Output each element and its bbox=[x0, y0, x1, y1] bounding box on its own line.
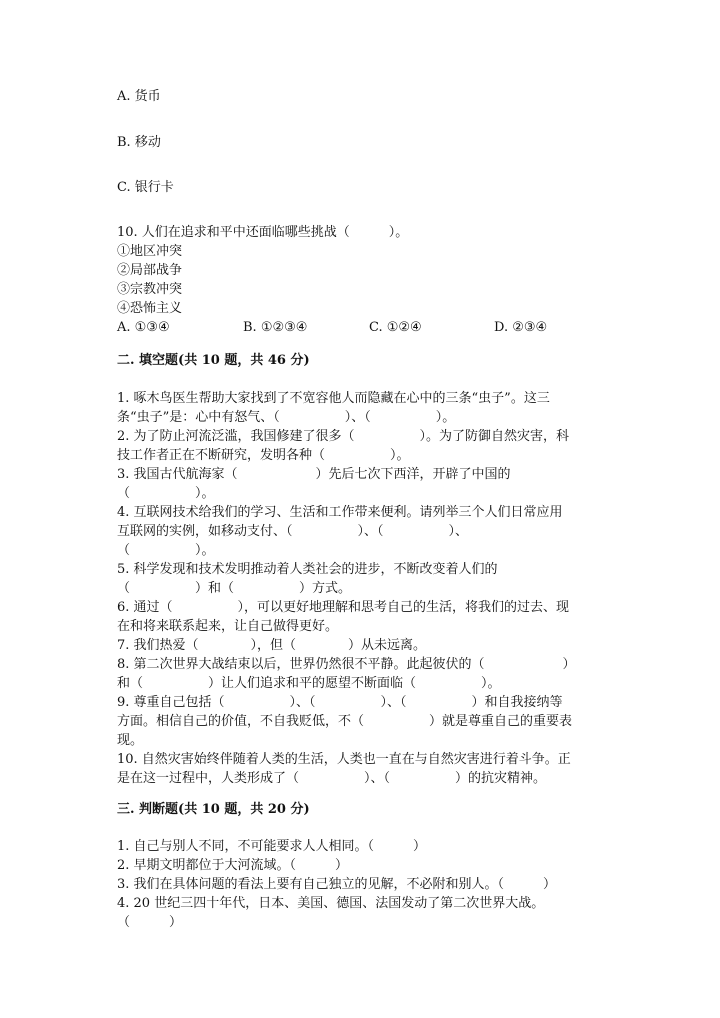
judge-line: 4. 20 世纪三四十年代，日本、美国、德国、法国发动了第二次世界大战。 bbox=[117, 896, 545, 911]
fill-line: 是在这一过程中，人类形成了（ ）、（ ）的抗灾精神。 bbox=[117, 771, 547, 786]
q10-options-row bbox=[117, 318, 597, 337]
fill-line: （ ）。 bbox=[117, 543, 215, 558]
fill-line: （ ）和（ ）方式。 bbox=[117, 581, 352, 596]
fill-line: 技工作者正在不断研究，发明各种（ ）。 bbox=[117, 448, 410, 463]
q10-option-a: A. ①③④ bbox=[117, 320, 170, 335]
fill-line: 5. 科学发现和技术发明推动着人类社会的进步，不断改变着人们的 bbox=[117, 562, 498, 577]
fill-line: 和（ ）让人们追求和平的愿望不断面临（ ）。 bbox=[117, 676, 501, 691]
option-a: A. 货币 bbox=[117, 89, 161, 104]
judge-line: （ ） bbox=[117, 915, 183, 930]
fill-line: 条“虫子”是：心中有怒气、（ ）、（ ）。 bbox=[117, 410, 456, 425]
q10-option-c: C. ①②④ bbox=[369, 320, 422, 335]
fill-line: 6. 通过（ ），可以更好地理解和思考自己的生活，将我们的过去、现 bbox=[117, 600, 570, 615]
q10-item: ①地区冲突 bbox=[117, 244, 183, 259]
fill-line: 2. 为了防止河流泛滥，我国修建了很多（ ）。为了防御自然灾害，科 bbox=[117, 429, 570, 444]
option-b: B. 移动 bbox=[117, 135, 161, 150]
option-c: C. 银行卡 bbox=[117, 180, 174, 195]
fill-line: （ ）。 bbox=[117, 486, 215, 501]
fill-line: 8. 第二次世界大战结束以后，世界仍然很不平静。此起彼伏的（ ） bbox=[117, 657, 576, 672]
fill-line: 方面。相信自己的价值，不自我贬低，不（ ）就是尊重自己的重要表 bbox=[117, 714, 573, 729]
judge-section-title: 三. 判断题(共 10 题，共 20 分) bbox=[117, 802, 310, 817]
q10-option-b: B. ①②③④ bbox=[243, 320, 308, 335]
fill-line: 在和将来联系起来，让自己做得更好。 bbox=[117, 619, 339, 634]
judge-line: 2. 早期文明都位于大河流域。（ ） bbox=[117, 858, 349, 873]
fill-line: 现。 bbox=[117, 733, 144, 748]
fill-line: 互联网的实例，如移动支付、（ ）、（ ）、 bbox=[117, 524, 469, 539]
q10-stem: 10. 人们在追求和平中还面临哪些挑战（ ）。 bbox=[117, 225, 409, 240]
fill-line: 9. 尊重自己包括（ ）、（ ）、（ ）和自我接纳等 bbox=[117, 695, 563, 710]
fill-line: 4. 互联网技术给我们的学习、生活和工作带来便利。请列举三个人们日常应用 bbox=[117, 505, 563, 520]
fill-line: 3. 我国古代航海家（ ）先后七次下西洋，开辟了中国的 bbox=[117, 467, 511, 482]
fill-line: 10. 自然灾害始终伴随着人类的生活，人类也一直在与自然灾害进行着斗争。正 bbox=[117, 752, 571, 767]
q10-item: ④恐怖主义 bbox=[117, 301, 183, 316]
judge-line: 3. 我们在具体问题的看法上要有自己独立的见解，不必附和别人。（ ） bbox=[117, 877, 557, 892]
fill-line: 7. 我们热爱（ ），但（ ）从未远离。 bbox=[117, 638, 427, 653]
judge-line: 1. 自己与别人不同，不可能要求人人相同。（ ） bbox=[117, 839, 427, 854]
fill-line: 1. 啄木鸟医生帮助大家找到了不宽容他人而隐藏在心中的三条“虫子”。这三 bbox=[117, 391, 550, 406]
q10-item: ③宗教冲突 bbox=[117, 282, 183, 297]
q10-option-d: D. ②③④ bbox=[494, 320, 548, 335]
q10-item: ②局部战争 bbox=[117, 263, 183, 278]
fill-section-title: 二. 填空题(共 10 题，共 46 分) bbox=[117, 353, 310, 368]
